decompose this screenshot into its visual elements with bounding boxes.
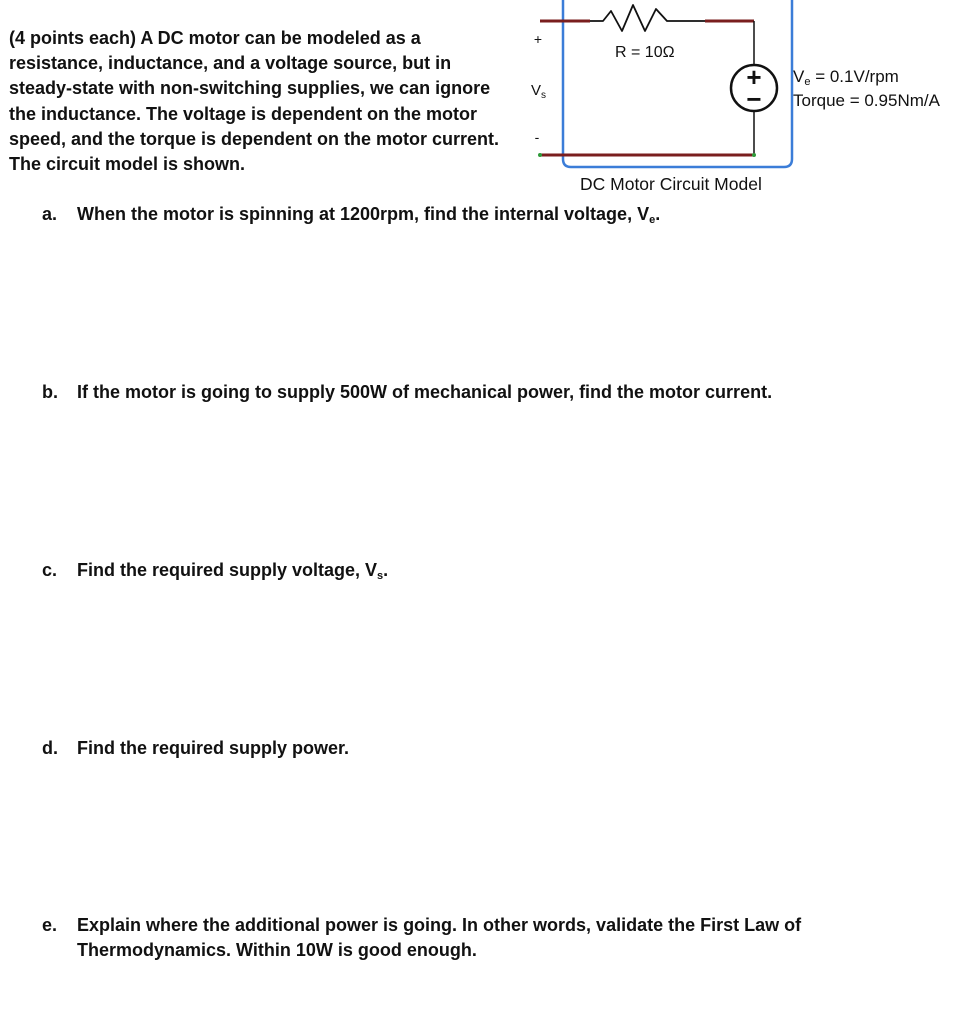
- question-label: d.: [42, 738, 58, 758]
- dc-motor-circuit-diagram: [0, 0, 961, 200]
- node-dot: [752, 153, 756, 157]
- supply-voltage-label: $V_s$: [531, 82, 547, 101]
- resistor-label: R = 10Ω: [615, 44, 675, 61]
- question-text: Explain where the additional power is going. In other words, validate the First Law of Thermodynamics. Within 10W is good enough.: [77, 915, 802, 960]
- question-text: Find the required supply voltage, $V_s$.: [77, 560, 389, 582]
- supply-minus-terminal: -: [534, 129, 540, 145]
- circuit-caption: DC Motor Circuit Model: [580, 174, 762, 194]
- intro-line: the inductance. The voltage is dependent on the motor: [9, 103, 478, 124]
- question-text: If the motor is going to supply 500W of mechanical power, find the motor current.: [77, 382, 773, 402]
- intro-line: resistance, inductance, and a voltage source, but in: [9, 53, 452, 74]
- supply-plus-terminal: +: [533, 31, 543, 47]
- ve-constant-label: Ve = 0.1V/rpm: [793, 67, 899, 88]
- intro-line: speed, and the torque is dependent on the motor current.: [9, 128, 500, 149]
- resistor-symbol: [590, 5, 710, 31]
- intro-line: (4 points each) A DC motor can be modeled as a: [9, 28, 421, 48]
- intro-line: steady-state with non-switching supplies, we can ignore: [9, 78, 491, 99]
- question-label: e.: [42, 915, 58, 935]
- source-minus-sign: −: [746, 84, 762, 114]
- question-label: b.: [42, 382, 58, 402]
- torque-constant-label: Torque = 0.95Nm/A: [793, 91, 940, 110]
- question-text: Find the required supply power.: [77, 738, 350, 758]
- source-plus-sign: +: [746, 62, 762, 92]
- question-text: When the motor is spinning at 1200rpm, find the internal voltage, $V_e$.: [77, 204, 661, 226]
- question-label: c.: [42, 560, 58, 580]
- question-label: a.: [42, 204, 58, 224]
- intro-line: The circuit model is shown.: [9, 154, 246, 175]
- node-dot: [538, 153, 542, 157]
